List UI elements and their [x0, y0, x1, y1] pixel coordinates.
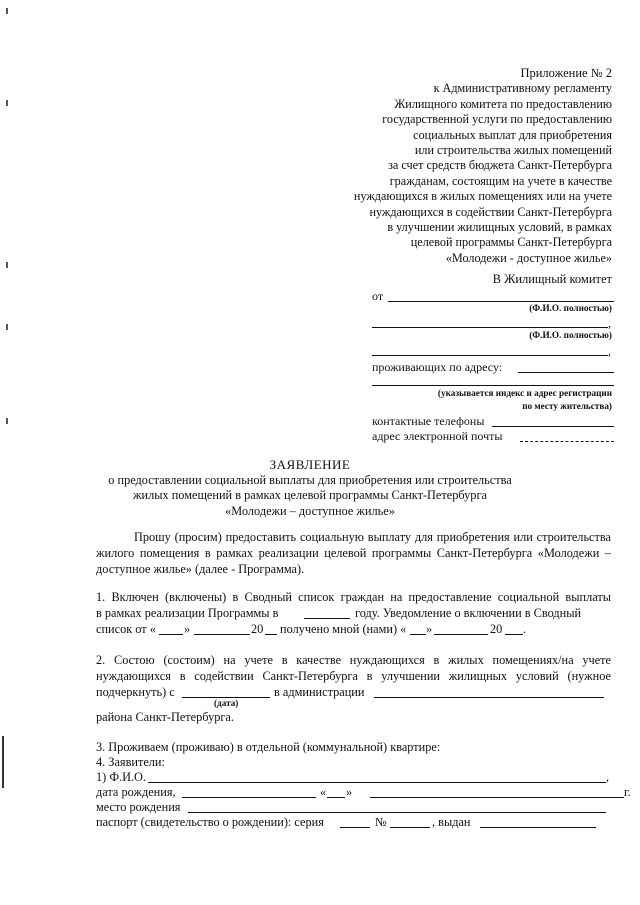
email-label: адрес электронной почты	[372, 429, 503, 443]
passport-series-field[interactable]	[340, 827, 370, 828]
scan-edge-dot	[6, 262, 8, 268]
item1-text: .	[523, 622, 527, 636]
item4-heading: 4. Заявители:	[96, 755, 165, 769]
item2-text: в администрации	[274, 685, 365, 699]
year-suffix-field[interactable]	[505, 634, 523, 635]
title-line: о предоставлении социальной выплаты для приобретения или строительства	[108, 472, 512, 487]
item2-line1: 2. Состою (состоим) на учете в качестве нуждающихся в жилых помещениях/на учете	[96, 653, 611, 667]
quote-close: »	[346, 785, 353, 799]
applicant-fio-field[interactable]	[148, 782, 606, 783]
title-line: «Молодежи – доступное жилье»	[225, 503, 395, 518]
fio-caption-2: (Ф.И.О. полностью)	[529, 330, 612, 340]
appendix-line: социальных выплат для приобретения	[413, 127, 612, 142]
from-label: от	[372, 289, 384, 303]
appendix-line: за счет средств бюджета Санкт-Петербурга	[388, 158, 612, 173]
appendix-line: к Административному регламенту	[433, 81, 612, 96]
item1-line1: 1. Включен (включены) в Сводный список граждан на предоставление социальной выплаты	[96, 590, 611, 604]
appendix-header	[330, 66, 612, 266]
fio-line-1[interactable]	[388, 301, 614, 302]
year-field[interactable]	[304, 618, 350, 619]
appendix-line: нуждающихся в содействии Санкт-Петербурга	[369, 204, 612, 219]
appendix-line: гражданам, состоящим на учете в качестве	[389, 173, 612, 188]
comma: ,	[606, 770, 610, 784]
quote-open: «	[320, 785, 327, 799]
month-field[interactable]	[434, 634, 488, 635]
phone-label: контактные телефоны	[372, 414, 485, 428]
document-title	[100, 457, 520, 519]
item1-text: список от «	[96, 622, 156, 636]
address-label: проживающих по адресу:	[372, 360, 503, 374]
fio-line-2[interactable]	[372, 327, 608, 328]
item1-text: 20	[251, 622, 264, 636]
item1-line2-start: в рамках реализации Программы в	[96, 606, 279, 620]
address-caption-2: по месту жительства)	[522, 401, 612, 411]
item2-text: района Санкт-Петербурга.	[96, 710, 234, 724]
appendix-line: в улучшении жилищных условий, в рамках	[387, 220, 612, 235]
birth-date-field[interactable]	[182, 797, 316, 798]
item2-text: подчеркнуть) с	[96, 685, 175, 699]
birth-month-year-field[interactable]	[370, 797, 624, 798]
appendix-line: целевой программы Санкт-Петербурга	[410, 235, 612, 250]
title-line: жилых помещений в рамках целевой программы Санкт-Петербурга	[133, 488, 487, 503]
item1-text: 20	[490, 622, 503, 636]
scan-edge-dot	[6, 418, 8, 424]
passport-issued-label: , выдан	[432, 815, 471, 829]
year-suffix-field[interactable]	[265, 634, 277, 635]
birth-place-label: место рождения	[96, 800, 181, 814]
item1-line2-end: году. Уведомление о включении в Сводный	[355, 606, 582, 620]
address-line-1[interactable]	[518, 372, 614, 373]
appendix-line: или строительства жилых помещений	[414, 143, 612, 158]
passport-number-field[interactable]	[390, 827, 430, 828]
administration-field[interactable]	[374, 697, 604, 698]
appendix-line: нуждающихся в жилых помещениях или на учете	[353, 189, 612, 204]
title-heading: ЗАЯВЛЕНИЕ	[269, 457, 351, 472]
appendix-line: Жилищного комитета по предоставлению	[394, 96, 612, 111]
day-field[interactable]	[410, 634, 426, 635]
address-line-2[interactable]	[372, 385, 614, 386]
year-suffix: г.	[624, 785, 631, 799]
birth-day-field[interactable]	[327, 797, 345, 798]
item3-text: 3. Проживаем (проживаю) в отдельной (коммунальной) квартире:	[96, 740, 441, 754]
scan-edge-dot	[6, 324, 8, 330]
passport-label: паспорт (свидетельство о рождении): серия	[96, 815, 324, 829]
day-field[interactable]	[159, 634, 183, 635]
intro-paragraph: Прошу (просим) предоставить социальную выплату для приобретения или строительства жилого помещения в рамках реализации целевой программы Санкт-Петербурга «Молодежи – доступное жилье» (далее - Программа).	[96, 530, 611, 576]
passport-issued-field[interactable]	[480, 827, 596, 828]
committee-addressee: В Жилищный комитет	[492, 272, 612, 286]
phone-line[interactable]	[492, 426, 614, 427]
item2-line2: нуждающихся в содействии Санкт-Петербурга в улучшении жилищных условий (нужное	[96, 669, 611, 683]
address-caption-1: (указывается индекс и адрес регистрации	[437, 388, 612, 398]
birth-date-label: дата рождения,	[96, 785, 176, 799]
fio-label: 1) Ф.И.О.	[96, 770, 147, 784]
scan-edge-dot	[6, 100, 8, 106]
passport-number-label: №	[375, 815, 387, 829]
item1-text: »	[184, 622, 191, 636]
appendix-line: «Молодежи - доступное жилье»	[445, 250, 612, 265]
date-caption: (дата)	[214, 698, 239, 708]
comma: ,	[608, 316, 611, 330]
comma: ,	[608, 344, 611, 358]
scan-edge-mark	[2, 736, 4, 788]
scan-edge-dot	[6, 8, 8, 14]
fio-line-3[interactable]	[372, 355, 608, 356]
birth-place-field[interactable]	[188, 812, 606, 813]
appendix-line: Приложение № 2	[520, 66, 612, 80]
email-line[interactable]	[520, 441, 614, 442]
month-field[interactable]	[194, 634, 250, 635]
fio-caption-1: (Ф.И.О. полностью)	[529, 303, 612, 313]
appendix-line: государственной услуги по предоставлению	[382, 112, 612, 127]
item1-text: »	[426, 622, 433, 636]
item1-text: получено мной (нами) «	[280, 622, 407, 636]
